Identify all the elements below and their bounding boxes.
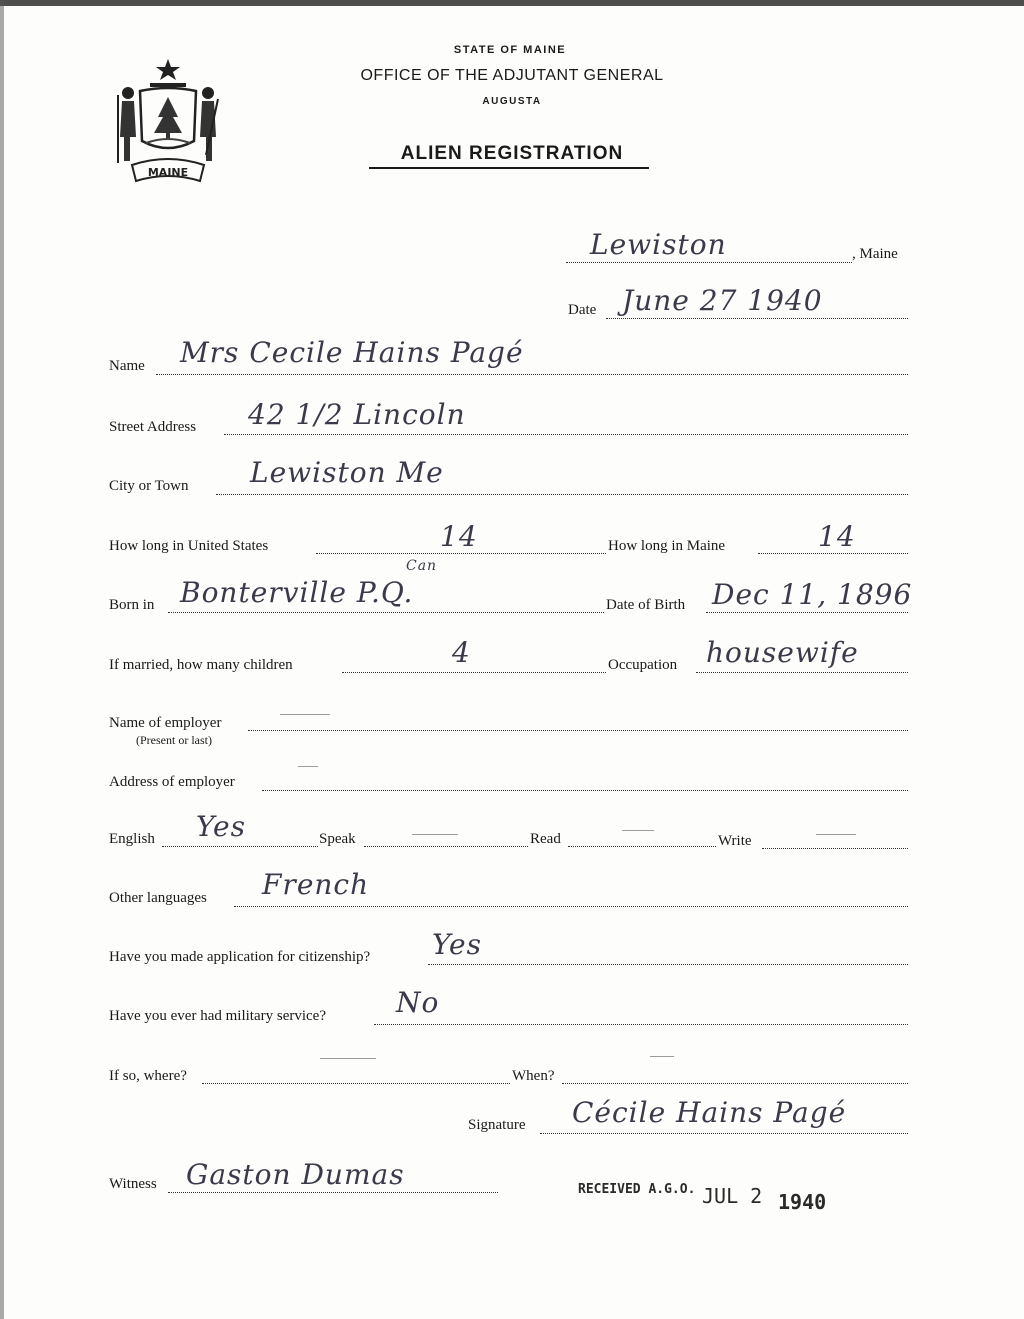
employer-address-label: Address of employer [109,774,235,790]
street-line [224,434,908,435]
city-line [216,494,908,495]
place-value[interactable]: Lewiston [590,228,727,261]
english-line [162,846,318,847]
occupation-label: Occupation [608,657,678,673]
employer-sublabel: (Present or last) [136,733,212,747]
speak-label: Speak [319,831,356,847]
scan-edge-left [0,0,4,1319]
witness-value[interactable]: Gaston Dumas [186,1158,405,1191]
how-long-us-value[interactable]: 14 [440,520,478,553]
name-value[interactable]: Mrs Cecile Hains Pagé [180,336,524,369]
military-line [374,1024,908,1025]
signature-line [540,1133,908,1134]
when-line[interactable] [562,1083,908,1084]
when-label: When? [512,1068,555,1084]
military-value[interactable]: No [396,986,440,1019]
military-label: Have you ever had military service? [109,1008,326,1024]
date-label: Date [568,302,597,318]
how-long-maine-label: How long in Maine [608,538,726,554]
title-underline [369,167,649,169]
read-label: Read [530,831,561,847]
dob-label: Date of Birth [606,597,686,613]
english-value[interactable]: Yes [196,810,246,843]
header-state: STATE OF MAINE [453,44,567,56]
citizenship-value[interactable]: Yes [432,928,482,961]
other-languages-value[interactable]: French [262,868,370,901]
place-suffix: , Maine [852,246,898,262]
how-long-us-line [316,553,606,554]
read-dash [622,830,654,831]
witness-line [168,1192,498,1193]
citizenship-line [428,964,908,965]
scan-edge [0,0,1024,6]
date-line [606,318,908,319]
where-dash [320,1058,376,1059]
where-line[interactable] [202,1083,510,1084]
place-line [566,262,852,263]
other-languages-line [234,906,908,907]
how-long-maine-line [758,553,908,554]
occupation-line [696,672,908,673]
when-dash [650,1056,674,1057]
street-label: Street Address [109,419,197,435]
dob-line [706,612,908,613]
date-value[interactable]: June 27 1940 [622,284,823,317]
city-value[interactable]: Lewiston Me [250,456,444,489]
born-in-note[interactable]: Can [406,558,438,574]
name-label: Name [109,358,145,374]
how-long-maine-value[interactable]: 14 [818,520,856,553]
children-line [342,672,606,673]
write-dash [816,834,856,835]
english-label: English [109,831,155,847]
how-long-us-label: How long in United States [109,538,269,554]
employer-line[interactable] [248,730,908,731]
header-city: AUGUSTA [482,96,542,107]
employer-address-dash [298,766,318,767]
header-office: OFFICE OF THE ADJUTANT GENERAL [360,67,664,84]
born-in-label: Born in [109,597,155,613]
name-line [156,374,908,375]
other-languages-label: Other languages [109,890,207,906]
dob-value[interactable]: Dec 11, 1896 [712,578,913,611]
occupation-value[interactable]: housewife [706,636,859,669]
speak-line[interactable] [364,846,528,847]
employer-label: Name of employer [109,715,222,731]
seal-text: MAINE [147,166,189,179]
witness-label: Witness [109,1176,157,1192]
signature-value[interactable]: Cécile Hains Pagé [572,1096,847,1129]
speak-dash [412,834,458,835]
where-label: If so, where? [109,1068,187,1084]
employer-dash [280,714,330,715]
received-stamp: RECEIVED A.G.O. [578,1182,696,1197]
read-line[interactable] [568,846,716,847]
employer-address-line[interactable] [262,790,908,791]
citizenship-label: Have you made application for citizenship? [109,949,371,965]
born-in-line [168,612,604,613]
form-title: ALIEN REGISTRATION [400,143,624,164]
city-label: City or Town [109,478,189,494]
street-value[interactable]: 42 1/2 Lincoln [248,398,466,431]
children-value[interactable]: 4 [452,636,471,669]
write-label: Write [718,833,752,849]
received-stamp-year: 1940 [778,1190,827,1214]
born-in-value[interactable]: Bonterville P.Q. [180,576,414,609]
signature-label: Signature [468,1117,526,1133]
children-label: If married, how many children [109,657,293,673]
write-line[interactable] [762,848,908,849]
received-stamp-date: JUL 2 [702,1184,763,1208]
